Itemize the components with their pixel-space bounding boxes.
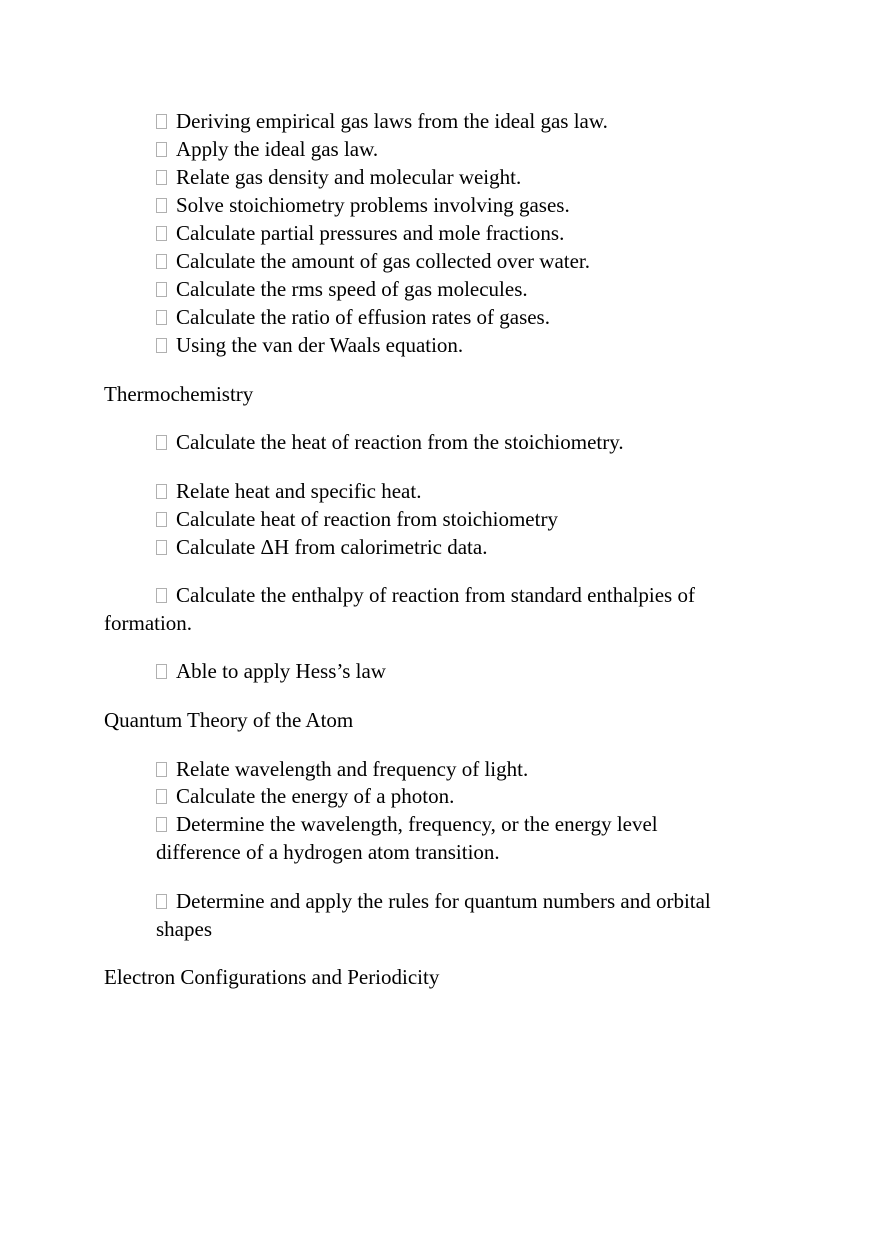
checkbox-icon bbox=[156, 789, 167, 804]
checklist-item bbox=[156, 755, 528, 783]
item-text: Using the van der Waals equation. bbox=[176, 333, 464, 357]
item-text: Calculate partial pressures and mole fractions. bbox=[176, 221, 565, 245]
item-text: Determine and apply the rules for quantum numbers and orbital bbox=[176, 889, 711, 913]
checklist-item bbox=[156, 505, 558, 533]
checklist-item bbox=[156, 275, 528, 303]
checkbox-icon bbox=[156, 484, 167, 499]
checklist-item bbox=[156, 477, 421, 505]
checklist-item bbox=[156, 331, 463, 359]
checkbox-icon bbox=[156, 282, 167, 297]
checkbox-icon bbox=[156, 254, 167, 269]
item-text: Able to apply Hess’s law bbox=[176, 659, 386, 683]
section-heading-thermochemistry: Thermochemistry bbox=[104, 382, 254, 406]
item-text: Relate gas density and molecular weight. bbox=[176, 165, 522, 189]
checkbox-icon bbox=[156, 142, 167, 157]
checkbox-icon bbox=[156, 338, 167, 353]
checkbox-icon bbox=[156, 762, 167, 777]
checklist-item bbox=[156, 247, 590, 275]
checklist-item bbox=[156, 135, 378, 163]
checkbox-icon bbox=[156, 540, 167, 555]
checkbox-icon bbox=[156, 310, 167, 325]
item-text: Deriving empirical gas laws from the ideal gas law. bbox=[176, 109, 608, 133]
item-text: Solve stoichiometry problems involving gases. bbox=[176, 193, 570, 217]
item-text: Calculate the enthalpy of reaction from standard enthalpies of bbox=[176, 583, 695, 607]
item-text: Calculate the ratio of effusion rates of gases. bbox=[176, 305, 550, 329]
checklist-item bbox=[156, 657, 386, 685]
checklist-item bbox=[156, 533, 487, 561]
checklist-item bbox=[156, 219, 564, 247]
item-text: Determine the wavelength, frequency, or the energy level bbox=[176, 812, 658, 836]
checkbox-icon bbox=[156, 435, 167, 450]
checkbox-icon bbox=[156, 170, 167, 185]
item-text: Calculate the heat of reaction from the stoichiometry. bbox=[176, 430, 624, 454]
item-continuation-text: formation. bbox=[104, 611, 193, 635]
checklist-item bbox=[156, 428, 624, 456]
item-continuation-text: shapes bbox=[156, 917, 212, 941]
checklist-item bbox=[156, 163, 521, 191]
item-text: Calculate ΔH from calorimetric data. bbox=[176, 535, 488, 559]
checklist-item bbox=[156, 782, 454, 810]
checklist-item bbox=[156, 107, 608, 135]
checklist-item bbox=[156, 303, 550, 331]
checkbox-icon bbox=[156, 226, 167, 241]
item-text: Calculate the energy of a photon. bbox=[176, 784, 455, 808]
checkbox-icon bbox=[156, 114, 167, 129]
checkbox-icon bbox=[156, 894, 167, 909]
checklist-item bbox=[156, 887, 711, 915]
item-text: Apply the ideal gas law. bbox=[176, 137, 379, 161]
checkbox-icon bbox=[156, 664, 167, 679]
section-heading-electron-configurations: Electron Configurations and Periodicity bbox=[104, 965, 440, 989]
checkbox-icon bbox=[156, 817, 167, 832]
item-text: Calculate the rms speed of gas molecules. bbox=[176, 277, 528, 301]
checklist-item bbox=[156, 810, 658, 838]
checklist-item bbox=[156, 191, 570, 219]
checkbox-icon bbox=[156, 512, 167, 527]
section-heading-quantum-theory: Quantum Theory of the Atom bbox=[104, 708, 354, 732]
checklist-item bbox=[156, 581, 695, 609]
item-text: Calculate heat of reaction from stoichiometry bbox=[176, 507, 558, 531]
item-text: Relate wavelength and frequency of light. bbox=[176, 757, 529, 781]
item-continuation-text: difference of a hydrogen atom transition. bbox=[156, 840, 500, 864]
item-text: Calculate the amount of gas collected over water. bbox=[176, 249, 591, 273]
checkbox-icon bbox=[156, 588, 167, 603]
checkbox-icon bbox=[156, 198, 167, 213]
item-text: Relate heat and specific heat. bbox=[176, 479, 422, 503]
